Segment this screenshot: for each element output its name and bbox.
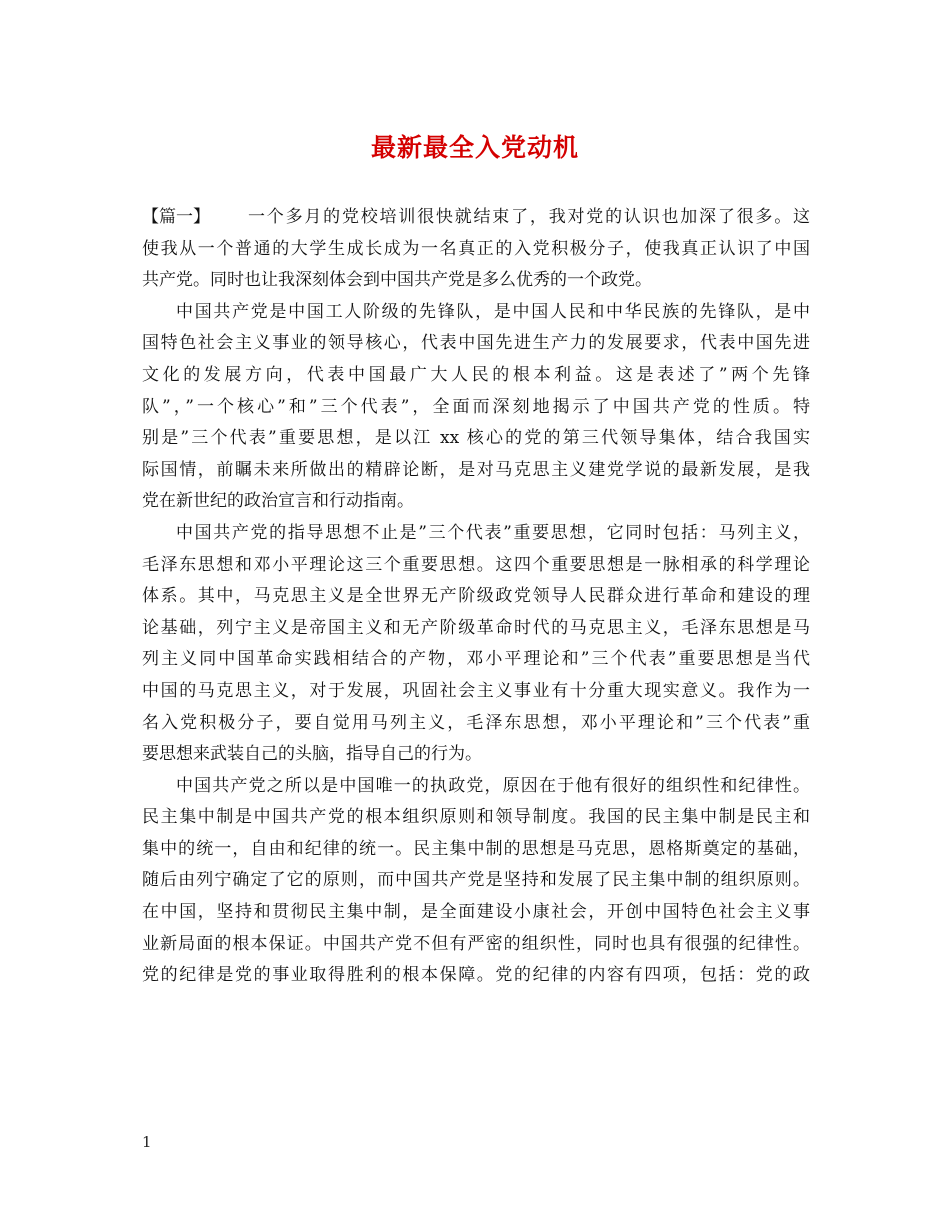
paragraph-line: 使我从一个普通的大学生成长成为一名真正的入党积极分子，使我真正认识了中国 [142,238,810,259]
paragraph-line: 列主义同中国革命实践相结合的产物，邓小平理论和”三个代表”重要思想是当代 [142,649,810,670]
paragraph-line: 论基础，列宁主义是帝国主义和无产阶级革命时代的马克思主义，毛泽东思想是马 [142,617,810,638]
paragraph-line: 党的纪律是党的事业取得胜利的根本保障。党的纪律的内容有四项，包括：党的政 [142,965,810,986]
paragraph-line: 队”，”一个核心”和”三个代表”，全面而深刻地揭示了中国共产党的性质。特 [142,396,810,417]
paragraph-line: 在中国，坚持和贯彻民主集中制，是全面建设小康社会，开创中国特色社会主义事 [142,902,810,923]
paragraph-line: 文化的发展方向，代表中国最广大人民的根本利益。这是表述了”两个先锋 [142,364,810,385]
paragraph-line-text: 一个多月的党校培训很快就结束了，我对党的认识也加深了很多。这 [248,207,810,227]
paragraph-line: 别是”三个代表”重要思想，是以江 xx 核心的党的第三代领导集体，结合我国实 [142,428,810,449]
paragraph-line: 国特色社会主义事业的领导核心，代表中国先进生产力的发展要求，代表中国先进 [142,333,810,354]
paragraph-line: 随后由列宁确定了它的原则，而中国共产党是坚持和发展了民主集中制的组织原则。 [142,870,810,891]
document-body [142,202,810,992]
paragraph-line: 体系。其中，马克思主义是全世界无产阶级政党领导人民群众进行革命和建设的理 [142,586,810,607]
paragraph-line: 共产党。同时也让我深刻体会到中国共产党是多么优秀的一个政党。 [142,270,652,291]
page-number: 1 [142,1133,152,1151]
paragraph-line: 中国的马克思主义，对于发展，巩固社会主义事业有十分重大现实意义。我作为一 [142,680,810,701]
document-title: 最新最全入党动机 [370,133,579,162]
paragraph-line [142,202,810,234]
paragraph-line: 党在新世纪的政治宣言和行动指南。 [142,491,414,512]
paragraph-line: 名入党积极分子，要自觉用马列主义，毛泽东思想，邓小平理论和”三个代表”重 [142,712,810,733]
paragraph-line: 中国共产党之所以是中国唯一的执政党，原因在于他有很好的组织性和纪律性。 [176,775,810,796]
paragraph-line: 民主集中制是中国共产党的根本组织原则和领导制度。我国的民主集中制是民主和 [142,807,810,828]
section-label: 【篇一】 [142,207,210,227]
paragraph-line: 中国共产党是中国工人阶级的先锋队，是中国人民和中华民族的先锋队，是中 [176,301,810,322]
paragraph-line: 业新局面的根本保证。中国共产党不但有严密的组织性，同时也具有很强的纪律性。 [142,933,810,954]
paragraph-line: 际国情，前瞩未来所做出的精辟论断，是对马克思主义建党学说的最新发展，是我 [142,459,810,480]
paragraph-line: 毛泽东思想和邓小平理论这三个重要思想。这四个重要思想是一脉相承的科学理论 [142,554,810,575]
paragraph-line: 要思想来武装自己的头脑，指导自己的行为。 [142,744,482,765]
paragraph-line: 中国共产党的指导思想不止是”三个代表”重要思想，它同时包括：马列主义， [176,522,810,543]
paragraph-line: 集中的统一，自由和纪律的统一。民主集中制的思想是马克思，恩格斯奠定的基础， [142,838,810,859]
